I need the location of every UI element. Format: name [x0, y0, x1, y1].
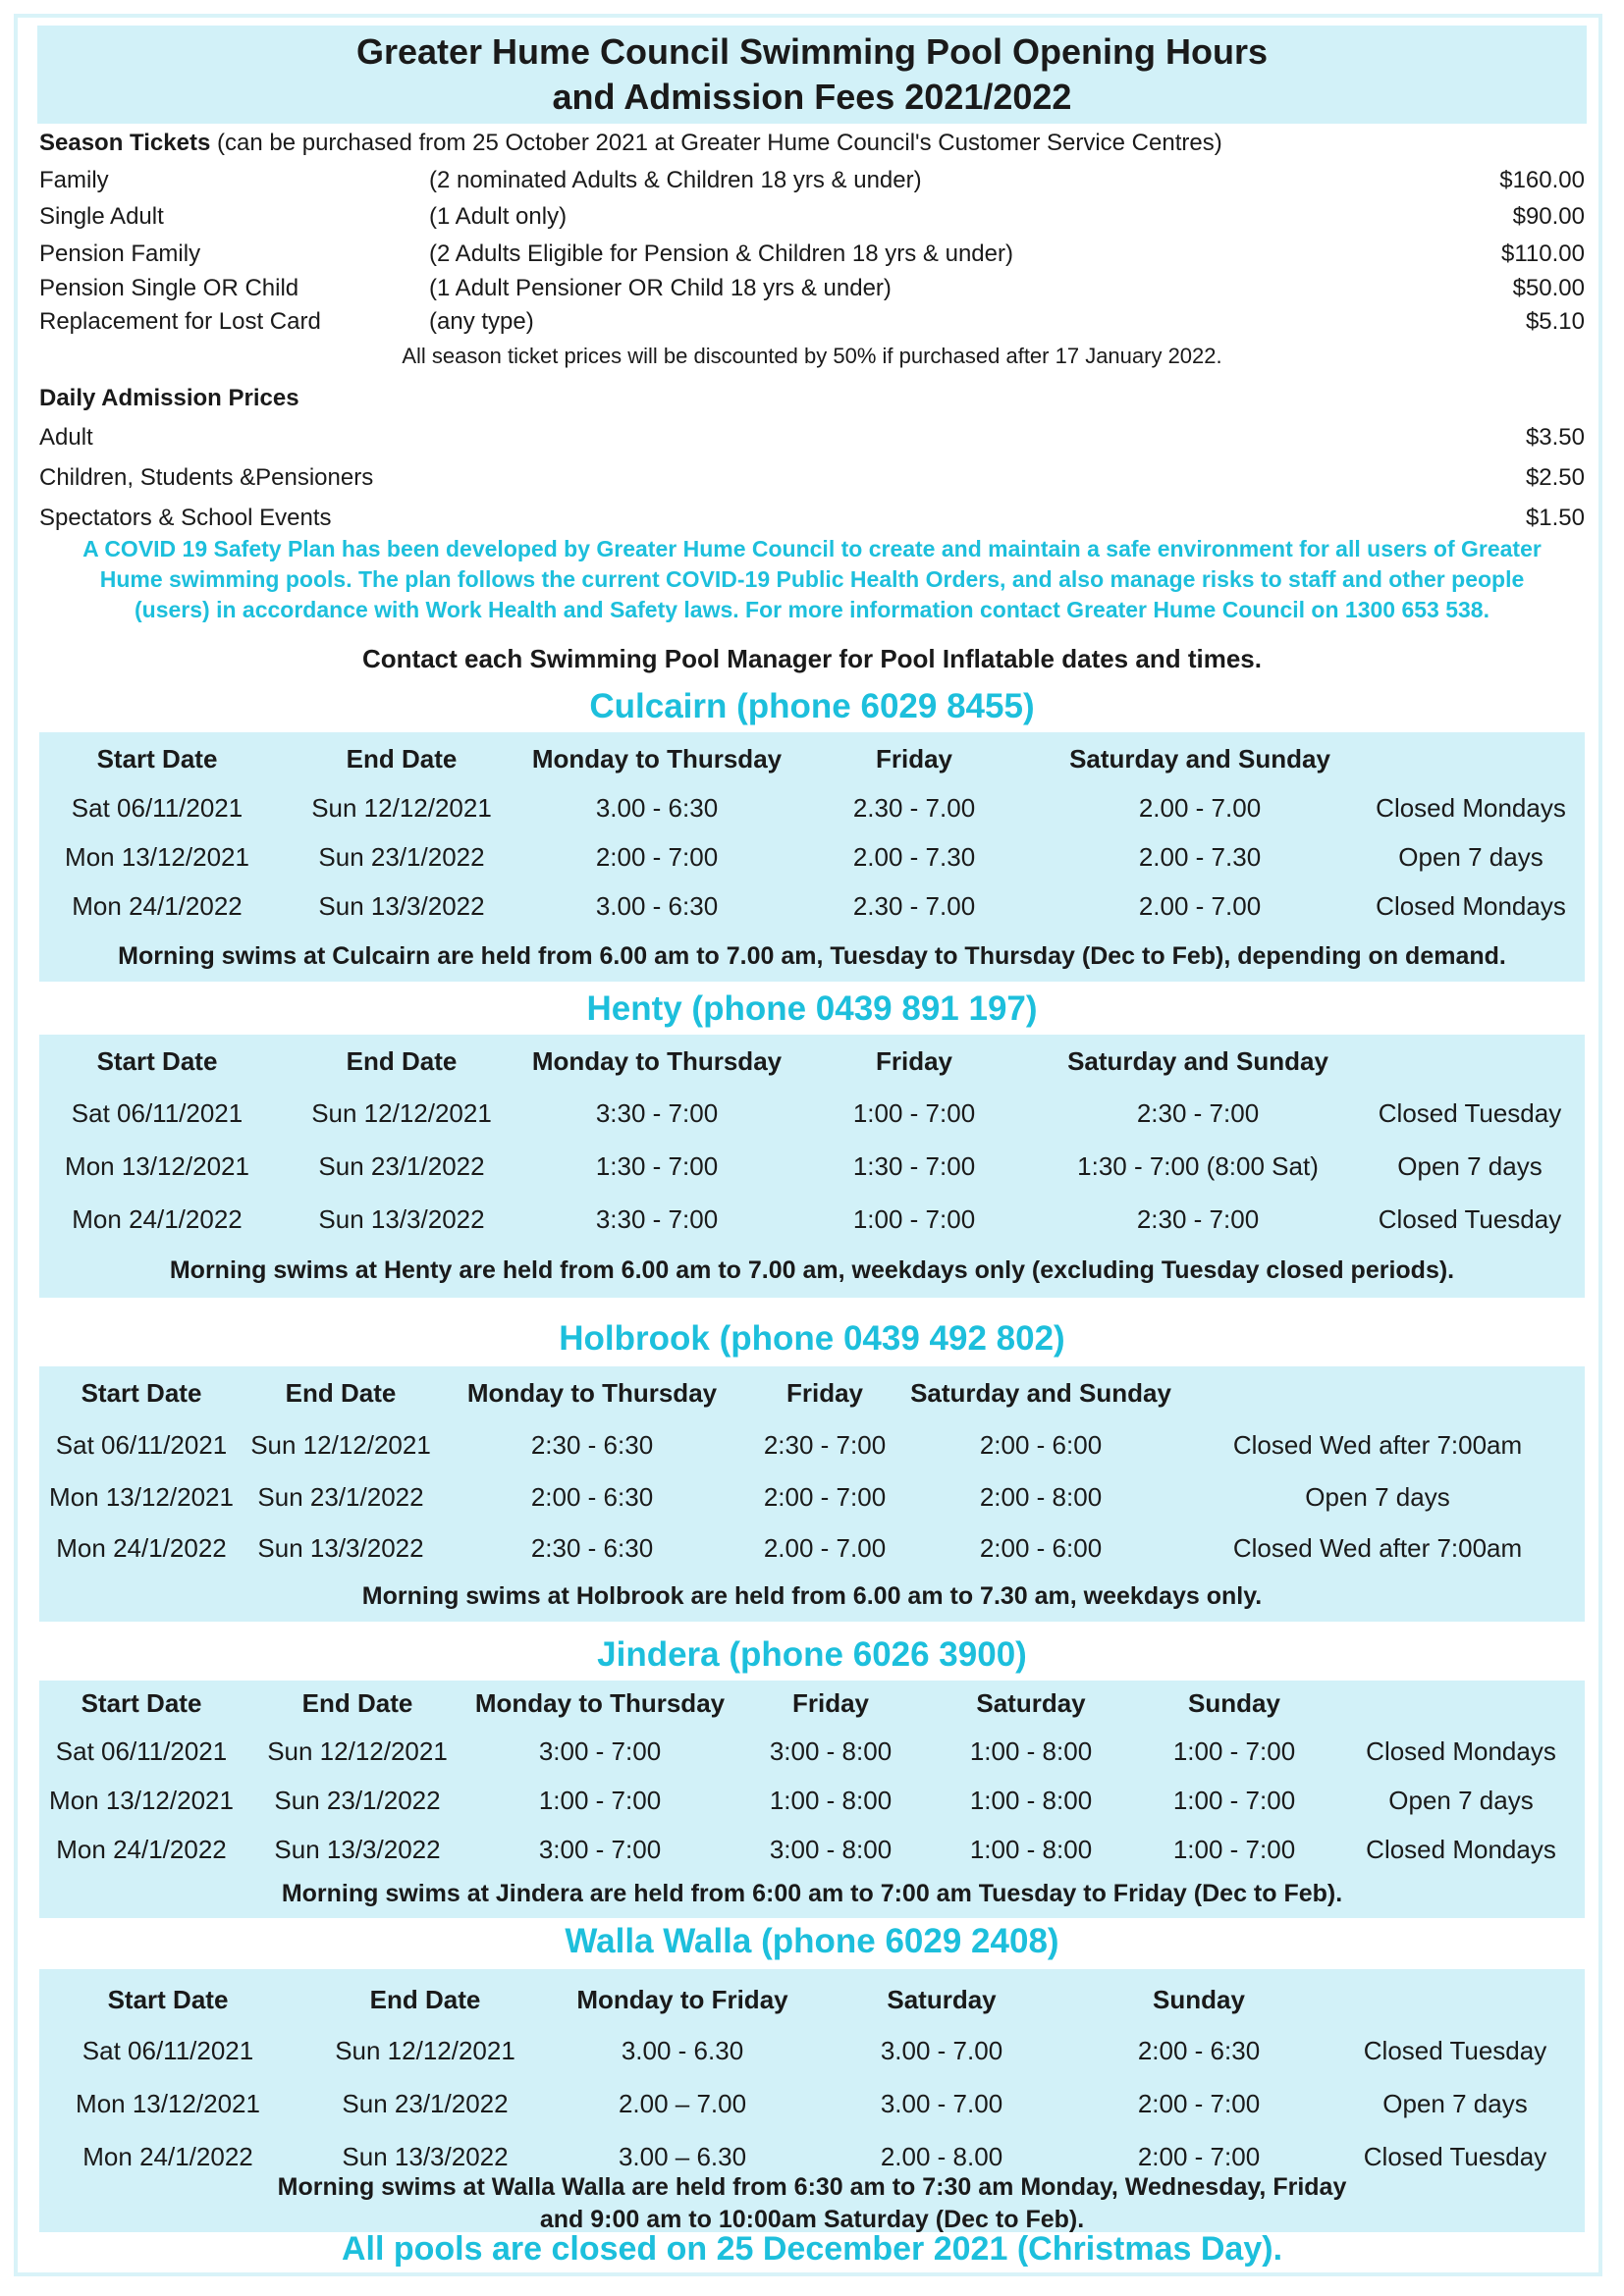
cell: 2.00 - 7.00	[1138, 793, 1262, 823]
cell: Sat 06/11/2021	[81, 2036, 254, 2065]
cell: Sun 23/1/2022	[274, 1786, 441, 1815]
col-sat-sun: Saturday and Sunday	[1069, 744, 1330, 774]
title-line-1: Greater Hume Council Swimming Pool Opening Hours	[355, 31, 1269, 72]
cell: 3:00 - 8:00	[769, 1835, 893, 1864]
col-sat-sun: Saturday and Sunday	[1067, 1046, 1328, 1076]
ticket-desc: (1 Adult only)	[429, 203, 568, 230]
cell: Sun 13/3/2022	[274, 1835, 441, 1864]
cell: 2:30 - 7:00	[763, 1430, 887, 1460]
cell: 3.00 – 6.30	[618, 2142, 747, 2171]
cell: Mon 24/1/2022	[72, 1204, 243, 1234]
cell: 2:30 - 7:00	[1136, 1098, 1260, 1128]
daily-price: $3.50	[1525, 424, 1585, 451]
pool-panel-henty	[39, 1035, 1585, 1298]
cell: 3.00 - 7.00	[880, 2036, 1003, 2065]
table-row	[39, 1780, 1585, 1823]
cell: Closed Tuesday	[1378, 1204, 1562, 1234]
table-row	[39, 1424, 1585, 1468]
cell: Sat 06/11/2021	[55, 1430, 228, 1460]
cell: Closed Mondays	[1366, 1736, 1556, 1766]
cell: 2.00 - 7.30	[852, 842, 976, 872]
daily-name: Adult	[39, 424, 93, 451]
cell: 1:00 - 7:00	[538, 1786, 662, 1815]
cell: Mon 13/12/2021	[65, 1151, 249, 1181]
cell: Mon 24/1/2022	[72, 891, 243, 921]
cell: Sun 12/12/2021	[311, 793, 492, 823]
cell: Sun 23/1/2022	[318, 1151, 485, 1181]
cell: Mon 13/12/2021	[65, 842, 249, 872]
cell: Sun 12/12/2021	[335, 2036, 515, 2065]
morning-swim-note: Morning swims at Jindera are held from 6:00 am to 7:00 am Tuesday to Friday (Dec to Feb).	[281, 1880, 1343, 1907]
cell: Mon 13/12/2021	[76, 2089, 260, 2118]
table-row	[39, 1527, 1585, 1571]
ticket-desc: (2 nominated Adults & Children 18 yrs & under)	[429, 167, 922, 193]
pool-panel-walla-walla	[39, 1969, 1585, 2232]
cell: Closed Tuesday	[1363, 2142, 1547, 2171]
col-friday: Friday	[875, 1046, 953, 1076]
col-end-date: End Date	[346, 1046, 458, 1076]
cell: Closed Mondays	[1376, 793, 1566, 823]
note-line: and 9:00 am to 10:00am Saturday (Dec to Feb).	[539, 2206, 1085, 2233]
cell: 1:30 - 7:00 (8:00 Sat)	[1077, 1151, 1319, 1181]
cell: 2:30 - 6:30	[530, 1533, 654, 1563]
cell: 2:00 - 6:30	[530, 1482, 654, 1512]
cell: 1:30 - 7:00	[852, 1151, 976, 1181]
cell: Open 7 days	[1398, 842, 1543, 872]
table-row	[39, 2083, 1585, 2126]
ticket-name: Replacement for Lost Card	[39, 308, 321, 335]
pool-panel-culcairn	[39, 732, 1585, 982]
cell: Closed Tuesday	[1363, 2036, 1547, 2065]
table-row	[39, 1146, 1585, 1189]
table-header-row	[39, 1041, 1585, 1084]
ticket-price: $110.00	[1501, 240, 1585, 267]
cell: Closed Wed after 7:00am	[1232, 1430, 1523, 1460]
col-end-date: End Date	[285, 1378, 397, 1408]
daily-name: Children, Students &Pensioners	[39, 464, 374, 491]
cell: Mon 24/1/2022	[56, 1533, 227, 1563]
cell: 2:00 - 6:00	[979, 1430, 1103, 1460]
cell: Mon 13/12/2021	[49, 1482, 234, 1512]
col-sat-sun: Saturday and Sunday	[910, 1378, 1171, 1408]
col-mon-thu: Monday to Thursday	[531, 744, 783, 774]
cell: Open 7 days	[1397, 1151, 1543, 1181]
daily-name: Spectators & School Events	[39, 505, 332, 531]
col-start-date: Start Date	[96, 1046, 218, 1076]
cell: Closed Tuesday	[1378, 1098, 1562, 1128]
table-row	[39, 1093, 1585, 1136]
cell: Closed Wed after 7:00am	[1232, 1533, 1523, 1563]
cell: 2.00 - 7.00	[1138, 891, 1262, 921]
cell: 3:30 - 7:00	[595, 1098, 719, 1128]
table-header-row	[39, 1682, 1585, 1726]
morning-swim-note: Morning swims at Henty are held from 6.00 am to 7.00 am, weekdays only (excluding Tuesday closed periods).	[169, 1256, 1455, 1284]
col-sunday: Sunday	[1188, 1688, 1280, 1718]
cell: Open 7 days	[1388, 1786, 1534, 1815]
ticket-desc: (2 Adults Eligible for Pension & Children 18 yrs & under)	[429, 240, 1013, 267]
cell: 2:30 - 7:00	[1136, 1204, 1260, 1234]
table-header-row	[39, 738, 1585, 781]
pool-name-holbrook: Holbrook (phone 0439 492 802)	[559, 1319, 1065, 1358]
morning-swim-note	[39, 2171, 1585, 2236]
cell: 2.00 - 8.00	[880, 2142, 1003, 2171]
table-row	[39, 787, 1585, 830]
daily-heading: Daily Admission Prices	[39, 385, 299, 411]
cell: 3.00 - 7.00	[880, 2089, 1003, 2118]
ticket-price: $50.00	[1512, 275, 1585, 301]
inflatable-contact-note: Contact each Swimming Pool Manager for Pool Inflatable dates and times.	[362, 644, 1262, 673]
table-header-row	[39, 1372, 1585, 1415]
cell: Sun 23/1/2022	[257, 1482, 424, 1512]
col-end-date: End Date	[369, 1985, 481, 2014]
covid-line: A COVID 19 Safety Plan has been developed by Greater Hume Council to create and maintain a safe environment for all users of Greater	[82, 536, 1542, 561]
col-friday: Friday	[785, 1378, 864, 1408]
table-row	[39, 1829, 1585, 1872]
cell: Mon 24/1/2022	[82, 2142, 253, 2171]
cell: 1:00 - 7:00	[1172, 1835, 1296, 1864]
cell: 2:00 - 8:00	[979, 1482, 1103, 1512]
daily-price: $2.50	[1525, 464, 1585, 491]
season-heading-note: (can be purchased from 25 October 2021 at Greater Hume Council's Customer Service Centres)	[217, 130, 1222, 156]
table-row	[39, 836, 1585, 880]
cell: 1:00 - 7:00	[852, 1098, 976, 1128]
cell: 1:00 - 8:00	[969, 1786, 1093, 1815]
col-start-date: Start Date	[81, 1378, 202, 1408]
cell: 2.00 - 7.00	[763, 1533, 887, 1563]
cell: Open 7 days	[1382, 2089, 1528, 2118]
col-saturday: Saturday	[976, 1688, 1086, 1718]
covid-line: (users) in accordance with Work Health and Safety laws. For more information contact Greater Hume Council on 1300 653 538.	[135, 597, 1489, 622]
ticket-name: Pension Family	[39, 240, 201, 267]
cell: Sun 13/3/2022	[318, 891, 485, 921]
cell: 1:00 - 7:00	[1172, 1736, 1296, 1766]
cell: 3:00 - 7:00	[538, 1835, 662, 1864]
col-start-date: Start Date	[81, 1688, 202, 1718]
table-row	[39, 1476, 1585, 1520]
ticket-desc: (1 Adult Pensioner OR Child 18 yrs & under)	[429, 275, 892, 301]
cell: 2.30 - 7.00	[852, 891, 976, 921]
morning-swim-note: Morning swims at Culcairn are held from 6.00 am to 7.00 am, Tuesday to Thursday (Dec to Feb), depending on demand.	[118, 942, 1506, 970]
morning-swim-note: Morning swims at Holbrook are held from 6.00 am to 7.30 am, weekdays only.	[361, 1582, 1263, 1610]
cell: 2:00 - 7:00	[1137, 2142, 1261, 2171]
cell: Mon 13/12/2021	[49, 1786, 234, 1815]
cell: Sun 23/1/2022	[318, 842, 485, 872]
pool-name-henty: Henty (phone 0439 891 197)	[586, 989, 1038, 1028]
cell: 2.30 - 7.00	[852, 793, 976, 823]
col-start-date: Start Date	[96, 744, 218, 774]
cell: Sun 12/12/2021	[311, 1098, 492, 1128]
pool-panel-holbrook	[39, 1366, 1585, 1622]
cell: Sun 12/12/2021	[250, 1430, 431, 1460]
col-end-date: End Date	[346, 744, 458, 774]
cell: 2.00 - 7.30	[1138, 842, 1262, 872]
ticket-name: Pension Single OR Child	[39, 275, 299, 301]
cell: Open 7 days	[1305, 1482, 1450, 1512]
table-row	[39, 1199, 1585, 1242]
discount-note: All season ticket prices will be discounted by 50% if purchased after 17 January 2022.	[402, 344, 1222, 368]
cell: 2.00 – 7.00	[618, 2089, 747, 2118]
cell: 2:00 - 7:00	[763, 1482, 887, 1512]
table-row	[39, 1731, 1585, 1774]
cell: 1:30 - 7:00	[595, 1151, 719, 1181]
col-mon-thu: Monday to Thursday	[531, 1046, 783, 1076]
pool-name-jindera: Jindera (phone 6026 3900)	[597, 1635, 1027, 1674]
cell: 1:00 - 7:00	[1172, 1786, 1296, 1815]
season-heading: Season Tickets	[39, 130, 211, 156]
cell: 3.00 - 6:30	[595, 793, 719, 823]
col-sunday: Sunday	[1153, 1985, 1245, 2014]
ticket-name: Single Adult	[39, 203, 164, 230]
daily-price: $1.50	[1525, 505, 1585, 531]
cell: 2:00 - 6:30	[1137, 2036, 1261, 2065]
col-friday: Friday	[791, 1688, 870, 1718]
ticket-price: $160.00	[1499, 167, 1585, 193]
cell: Sat 06/11/2021	[55, 1736, 228, 1766]
cell: Mon 24/1/2022	[56, 1835, 227, 1864]
cell: 3:00 - 8:00	[769, 1736, 893, 1766]
cell: 2:00 - 7:00	[1137, 2089, 1261, 2118]
cell: 3:30 - 7:00	[595, 1204, 719, 1234]
cell: 1:00 - 7:00	[852, 1204, 976, 1234]
covid-safety-note	[39, 534, 1585, 625]
title-line-2: and Admission Fees 2021/2022	[552, 77, 1072, 117]
cell: 1:00 - 8:00	[969, 1736, 1093, 1766]
table-header-row	[39, 1979, 1585, 2022]
ticket-price: $90.00	[1512, 203, 1585, 230]
col-saturday: Saturday	[887, 1985, 997, 2014]
table-row	[39, 2030, 1585, 2073]
pool-name-culcairn: Culcairn (phone 6029 8455)	[589, 687, 1035, 725]
cell: Closed Mondays	[1376, 891, 1566, 921]
ticket-name: Family	[39, 167, 109, 193]
cell: Sun 13/3/2022	[342, 2142, 509, 2171]
cell: Sun 13/3/2022	[318, 1204, 485, 1234]
cell: 3.00 - 6.30	[621, 2036, 744, 2065]
cell: Sun 13/3/2022	[257, 1533, 424, 1563]
ticket-desc: (any type)	[429, 308, 534, 335]
col-friday: Friday	[875, 744, 953, 774]
cell: Sat 06/11/2021	[71, 1098, 244, 1128]
cell: 1:00 - 8:00	[769, 1786, 893, 1815]
ticket-price: $5.10	[1525, 308, 1585, 335]
pool-panel-jindera	[39, 1681, 1585, 1918]
cell: 2:30 - 6:30	[530, 1430, 654, 1460]
col-mon-fri: Monday to Friday	[576, 1985, 788, 2014]
col-mon-thu: Monday to Thursday	[474, 1688, 726, 1718]
page-title	[37, 26, 1587, 124]
note-line: Morning swims at Walla Walla are held from 6:30 am to 7:30 am Monday, Wednesday, Friday	[277, 2173, 1347, 2201]
cell: Sat 06/11/2021	[71, 793, 244, 823]
pool-name-walla-walla: Walla Walla (phone 6029 2408)	[565, 1922, 1059, 1960]
col-start-date: Start Date	[107, 1985, 229, 2014]
cell: 2:00 - 6:00	[979, 1533, 1103, 1563]
cell: 3.00 - 6:30	[595, 891, 719, 921]
col-mon-thu: Monday to Thursday	[466, 1378, 718, 1408]
covid-line: Hume swimming pools. The plan follows the current COVID-19 Public Health Orders, and also manage risks to staff and other people	[99, 566, 1525, 592]
cell: 2:00 - 7:00	[595, 842, 719, 872]
cell: Sun 23/1/2022	[342, 2089, 509, 2118]
col-end-date: End Date	[301, 1688, 413, 1718]
cell: Sun 12/12/2021	[267, 1736, 448, 1766]
cell: 3:00 - 7:00	[538, 1736, 662, 1766]
christmas-closure-note: All pools are closed on 25 December 2021 (Christmas Day).	[341, 2230, 1283, 2268]
cell: Closed Mondays	[1366, 1835, 1556, 1864]
table-row	[39, 885, 1585, 929]
cell: 1:00 - 8:00	[969, 1835, 1093, 1864]
